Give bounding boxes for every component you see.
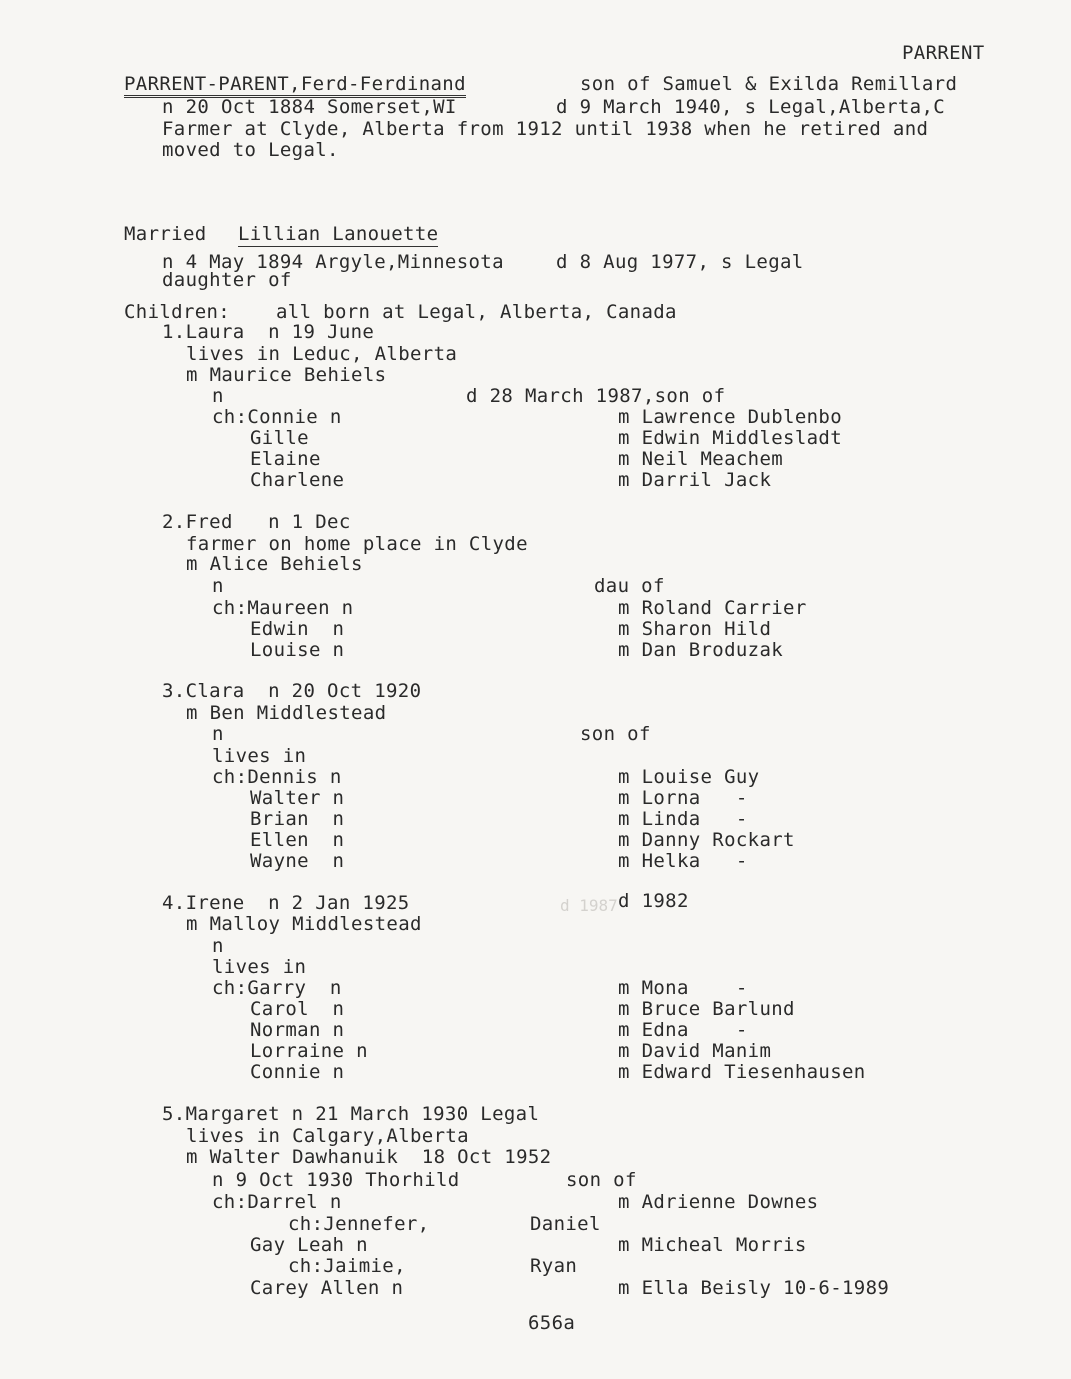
grandchild-name: ch:Dennis n <box>212 766 342 788</box>
grandchild-name: ch:Maureen n <box>212 597 354 619</box>
child-occupation: farmer on home place in Clyde <box>186 533 528 555</box>
grandchild-name: Wayne n <box>250 850 345 872</box>
grandchild-spouse: m Lorna - <box>618 787 748 809</box>
child-residence: lives in Calgary,Alberta <box>186 1125 469 1147</box>
grandchild-spouse: m Lawrence Dublenbo <box>618 406 842 428</box>
spouse-name: Lillian Lanouette <box>238 223 439 245</box>
grandchild-name: Carol n <box>250 998 345 1020</box>
grandchild-spouse: m Micheal Morris <box>618 1234 807 1256</box>
grandchild-spouse: m Dan Broduzak <box>618 639 784 661</box>
spouse-born: n <box>212 935 224 957</box>
grandchild-spouse: m Linda - <box>618 808 748 830</box>
child-entry: 5.Margaret n 21 March 1930 Legal <box>162 1103 540 1125</box>
grandchild-name: ch:Garry n <box>212 977 342 999</box>
spouse-born: n <box>212 723 224 745</box>
child-marriage: m Malloy Middlestead <box>186 913 422 935</box>
grandchild-spouse: m Bruce Barlund <box>618 998 795 1020</box>
subject-parents: son of Samuel & Exilda Remillard <box>580 73 958 95</box>
subject-name: PARRENT-PARENT,Ferd-Ferdinand <box>124 74 466 98</box>
grandchild-name: Edwin n <box>250 618 345 640</box>
great-grandchildren: ch:Jaimie, <box>288 1255 406 1277</box>
grandchild-name: Lorraine n <box>250 1040 368 1062</box>
grandchild-spouse: m Danny Rockart <box>618 829 795 851</box>
spouse-born: n <box>212 385 224 407</box>
grandchild-name: Connie n <box>250 1061 345 1083</box>
spouse-parents: son of <box>566 1169 637 1191</box>
child-residence: lives in <box>212 956 307 978</box>
grandchild-name: Ellen n <box>250 829 345 851</box>
child-marriage: m Alice Behiels <box>186 553 363 575</box>
grandchild-spouse: m Edna - <box>618 1019 748 1041</box>
grandchild-spouse: m Darril Jack <box>618 469 772 491</box>
grandchild-name: ch:Connie n <box>212 406 342 428</box>
child-marriage: m Ben Middlestead <box>186 702 387 724</box>
grandchild-name: Gay Leah n <box>250 1234 368 1256</box>
great-grandchildren: Ryan <box>530 1255 578 1277</box>
child-residence: lives in <box>212 745 307 767</box>
grandchild-name: Charlene <box>250 469 345 491</box>
subject-born: n 20 Oct 1884 Somerset,WI <box>162 96 457 118</box>
grandchild-spouse: m Edward Tiesenhausen <box>618 1061 866 1083</box>
grandchild-name: Carey Allen n <box>250 1277 404 1299</box>
spouse-died: d 28 March 1987,son of <box>466 385 726 407</box>
spouse-parents: dau of <box>594 575 665 597</box>
subject-note: Farmer at Clyde, Alberta from 1912 until 1938 when he retired and <box>162 118 929 140</box>
grandchild-spouse: m Neil Meachem <box>618 448 784 470</box>
grandchild-spouse: m Adrienne Downes <box>618 1191 819 1213</box>
subject-died: d 9 March 1940, s Legal,Alberta,C <box>556 96 946 118</box>
grandchild-spouse: m Helka - <box>618 850 748 872</box>
grandchild-name: Walter n <box>250 787 345 809</box>
spouse-parents: daughter of <box>162 269 292 291</box>
great-grandchildren: Daniel <box>530 1213 601 1235</box>
child-marriage: m Maurice Behiels <box>186 364 387 386</box>
spouse-born: n <box>212 575 224 597</box>
spouse-parents: son of <box>580 723 651 745</box>
show-through-mark: d 1987 <box>560 896 618 915</box>
page-tag: PARRENT <box>902 42 985 64</box>
grandchild-name: Gille <box>250 427 309 449</box>
grandchild-name: Elaine <box>250 448 321 470</box>
grandchild-spouse: m Sharon Hild <box>618 618 772 640</box>
spouse-born: n 4 May 1894 Argyle,Minnesota <box>162 251 504 273</box>
grandchild-spouse: m Louise Guy <box>618 766 760 788</box>
child-entry: 2.Fred n 1 Dec <box>162 511 351 533</box>
children-label: Children: <box>124 301 231 323</box>
child-entry: 3.Clara n 20 Oct 1920 <box>162 680 422 702</box>
page-number: 656a <box>528 1312 576 1334</box>
child-death: d 1982 <box>618 890 689 912</box>
child-entry: 4.Irene n 2 Jan 1925 <box>162 892 410 914</box>
child-marriage: m Walter Dawhanuik 18 Oct 1952 <box>186 1146 552 1168</box>
grandchild-spouse: m Roland Carrier <box>618 597 807 619</box>
subject-note: moved to Legal. <box>162 139 339 161</box>
spouse-born: n 9 Oct 1930 Thorhild <box>212 1169 460 1191</box>
grandchild-spouse: m Ella Beisly 10-6-1989 <box>618 1277 890 1299</box>
married-label: Married <box>124 223 207 245</box>
child-residence: lives in Leduc, Alberta <box>186 343 458 365</box>
grandchild-spouse: m Mona - <box>618 977 748 999</box>
grandchild-name: Brian n <box>250 808 345 830</box>
great-grandchildren: ch:Jennefer, <box>288 1213 430 1235</box>
grandchild-spouse: m David Manim <box>618 1040 772 1062</box>
grandchild-name: Norman n <box>250 1019 345 1041</box>
children-note: all born at Legal, Alberta, Canada <box>276 301 677 323</box>
grandchild-name: Louise n <box>250 639 345 661</box>
grandchild-name: ch:Darrel n <box>212 1191 342 1213</box>
grandchild-spouse: m Edwin Middlesladt <box>618 427 842 449</box>
spouse-died: d 8 Aug 1977, s Legal <box>556 251 804 273</box>
child-entry: 1.Laura n 19 June <box>162 321 375 343</box>
